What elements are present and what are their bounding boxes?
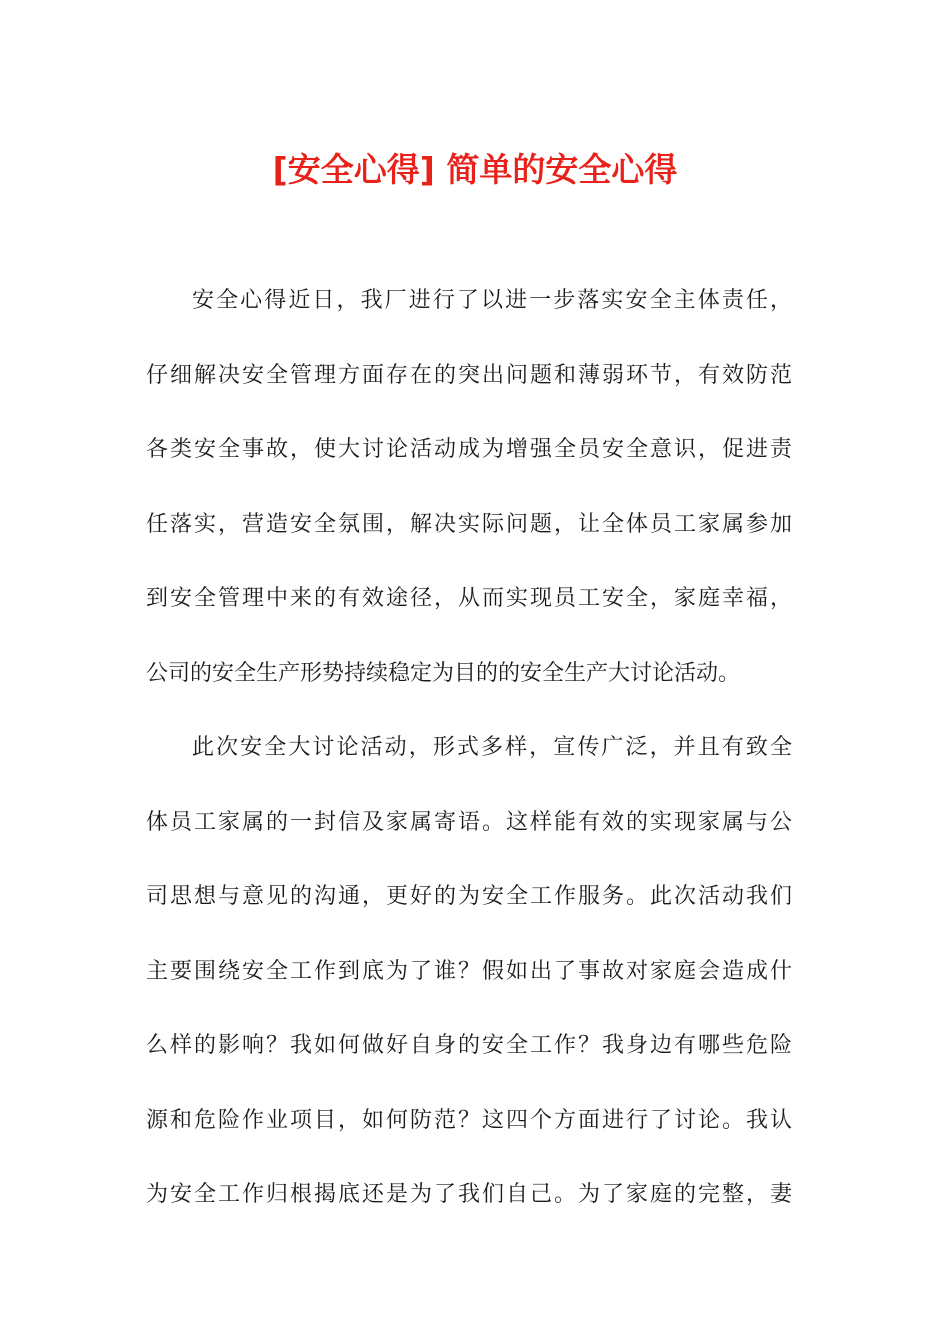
paragraph-2-line-1: 此次安全大讨论活动，形式多样，宣传广泛，并且有致全: [192, 735, 792, 760]
paragraph-2-line-6: 源和危险作业项目，如何防范？这四个方面进行了讨论。我认: [146, 1108, 792, 1133]
paragraph-2-line-5: 么样的影响？我如何做好自身的安全工作？我身边有哪些危险: [146, 1033, 792, 1058]
paragraph-1-line-1: 安全心得近日，我厂进行了以进一步落实安全主体责任，: [192, 288, 792, 313]
paragraph-1-line-6: 公司的安全生产形势持续稳定为目的的安全生产大讨论活动。: [146, 661, 741, 686]
paragraph-1-line-5: 到安全管理中来的有效途径，从而实现员工安全，家庭幸福，: [146, 586, 792, 611]
paragraph-1-line-4: 任落实，营造安全氛围，解决实际问题，让全体员工家属参加: [146, 512, 792, 537]
paragraph-2-line-2: 体员工家属的一封信及家属寄语。这样能有效的实现家属与公: [146, 810, 792, 835]
paragraph-1-line-3: 各类安全事故，使大讨论活动成为增强全员安全意识，促进责: [146, 437, 792, 462]
paragraph-1-line-2: 仔细解决安全管理方面存在的突出问题和薄弱环节，有效防范: [146, 363, 792, 388]
paragraph-2-line-3: 司思想与意见的沟通，更好的为安全工作服务。此次活动我们: [146, 884, 792, 909]
paragraph-2-line-4: 主要围绕安全工作到底为了谁？假如出了事故对家庭会造成什: [146, 959, 792, 984]
document-title: [安全心得] 简单的安全心得: [272, 150, 678, 189]
paragraph-2-line-7: 为安全工作归根揭底还是为了我们自己。为了家庭的完整，妻: [146, 1182, 792, 1207]
